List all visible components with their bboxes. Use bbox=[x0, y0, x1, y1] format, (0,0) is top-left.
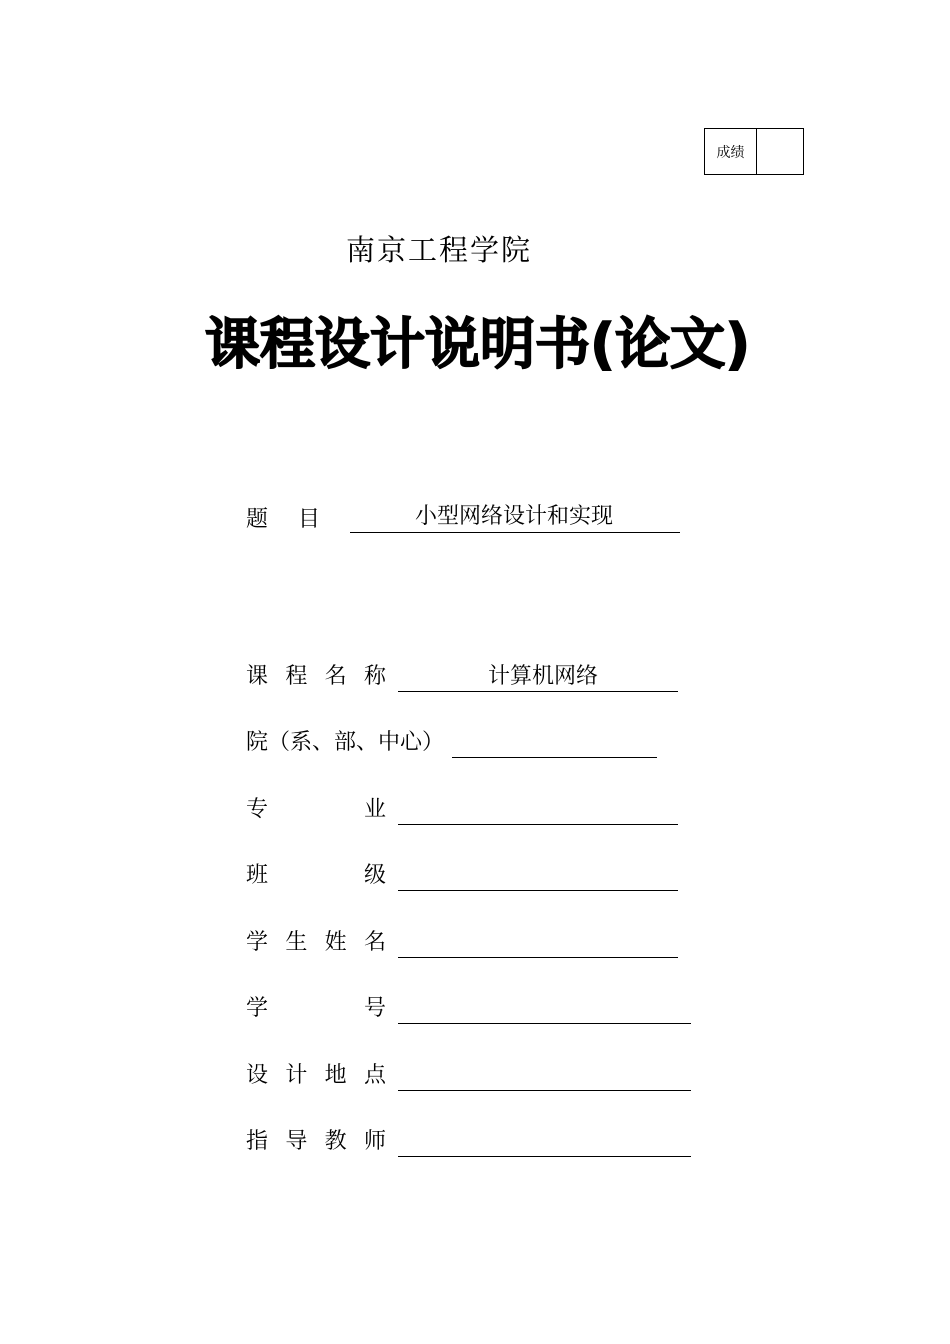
field-label: 班 级 bbox=[246, 863, 386, 888]
topic-row bbox=[246, 502, 680, 533]
field-label: 专 业 bbox=[246, 797, 386, 822]
field-label: 设 计 地 点 bbox=[246, 1063, 386, 1088]
school-name: 南京工程学院 bbox=[346, 233, 533, 267]
field-student-name bbox=[246, 928, 678, 958]
student-id-value[interactable] bbox=[398, 994, 691, 1024]
grade-box bbox=[704, 128, 804, 175]
field-label: 院（系、部、中心） bbox=[246, 730, 445, 755]
field-major bbox=[246, 795, 678, 825]
department-value[interactable] bbox=[452, 728, 657, 758]
grade-value-cell[interactable] bbox=[757, 129, 803, 174]
class-value[interactable] bbox=[398, 861, 678, 891]
design-location-value[interactable] bbox=[398, 1061, 691, 1091]
document-title: 课程设计说明书(论文) bbox=[205, 312, 751, 376]
field-instructor bbox=[246, 1127, 691, 1157]
major-value[interactable] bbox=[398, 795, 678, 825]
field-design-location bbox=[246, 1061, 691, 1091]
field-label: 指 导 教 师 bbox=[246, 1129, 386, 1154]
grade-label: 成绩 bbox=[705, 129, 757, 174]
field-label: 课 程 名 称 bbox=[246, 664, 386, 689]
field-student-id bbox=[246, 994, 691, 1024]
student-name-value[interactable] bbox=[398, 928, 678, 958]
field-department bbox=[246, 728, 657, 758]
course-name-value[interactable]: 计算机网络 bbox=[398, 662, 678, 692]
topic-label: 题目 bbox=[246, 507, 351, 532]
field-course-name bbox=[246, 662, 678, 692]
topic-value[interactable]: 小型网络设计和实现 bbox=[350, 502, 680, 533]
field-label: 学 生 姓 名 bbox=[246, 930, 386, 955]
field-class bbox=[246, 861, 678, 891]
field-label: 学 号 bbox=[246, 996, 386, 1021]
instructor-value[interactable] bbox=[398, 1127, 691, 1157]
